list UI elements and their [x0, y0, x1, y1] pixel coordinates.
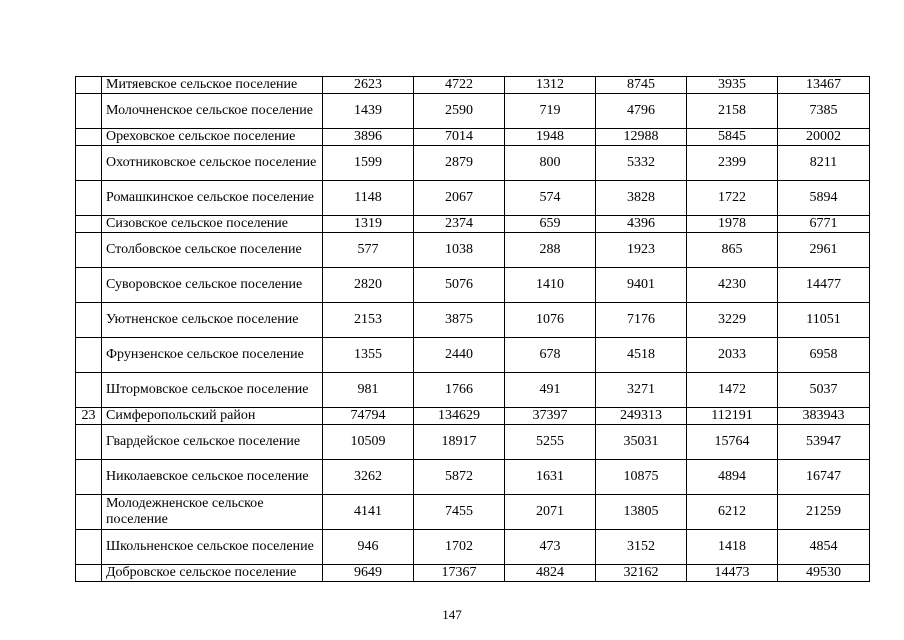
- table-row: [76, 338, 870, 373]
- value-cell: 4141: [323, 495, 414, 530]
- settlement-name: Фрунзенское сельское поселение: [102, 338, 323, 373]
- row-number: [76, 338, 102, 373]
- value-cell: 3152: [596, 530, 687, 565]
- row-number: [76, 565, 102, 582]
- row-number: [76, 77, 102, 94]
- value-cell: 18917: [414, 425, 505, 460]
- value-cell: 383943: [778, 408, 870, 425]
- value-cell: 21259: [778, 495, 870, 530]
- row-number: 23: [76, 408, 102, 425]
- value-cell: 6771: [778, 216, 870, 233]
- table-row: [76, 268, 870, 303]
- value-cell: 15764: [687, 425, 778, 460]
- value-cell: 1076: [505, 303, 596, 338]
- value-cell: 288: [505, 233, 596, 268]
- value-cell: 865: [687, 233, 778, 268]
- settlement-name: Ромашкинское сельское поселение: [102, 181, 323, 216]
- value-cell: 4824: [505, 565, 596, 582]
- settlement-name: Митяевское сельское поселение: [102, 77, 323, 94]
- table-row: [76, 565, 870, 582]
- value-cell: 14473: [687, 565, 778, 582]
- settlement-name: Гвардейское сельское поселение: [102, 425, 323, 460]
- value-cell: 4230: [687, 268, 778, 303]
- value-cell: 249313: [596, 408, 687, 425]
- row-number: [76, 268, 102, 303]
- value-cell: 1978: [687, 216, 778, 233]
- value-cell: 2879: [414, 146, 505, 181]
- settlement-name: Уютненское сельское поселение: [102, 303, 323, 338]
- value-cell: 4894: [687, 460, 778, 495]
- value-cell: 12988: [596, 129, 687, 146]
- value-cell: 659: [505, 216, 596, 233]
- value-cell: 9649: [323, 565, 414, 582]
- value-cell: 1766: [414, 373, 505, 408]
- value-cell: 32162: [596, 565, 687, 582]
- value-cell: 6958: [778, 338, 870, 373]
- row-number: [76, 181, 102, 216]
- value-cell: 2961: [778, 233, 870, 268]
- value-cell: 2623: [323, 77, 414, 94]
- row-number: [76, 216, 102, 233]
- value-cell: 1472: [687, 373, 778, 408]
- value-cell: 2158: [687, 94, 778, 129]
- table-row: [76, 495, 870, 530]
- value-cell: 1702: [414, 530, 505, 565]
- value-cell: 2374: [414, 216, 505, 233]
- value-cell: 17367: [414, 565, 505, 582]
- table-row: [76, 425, 870, 460]
- value-cell: 1148: [323, 181, 414, 216]
- value-cell: 1355: [323, 338, 414, 373]
- settlement-name: Суворовское сельское поселение: [102, 268, 323, 303]
- table-row: [76, 94, 870, 129]
- value-cell: 2399: [687, 146, 778, 181]
- value-cell: 1599: [323, 146, 414, 181]
- settlements-table: [75, 76, 870, 582]
- value-cell: 3229: [687, 303, 778, 338]
- value-cell: 4396: [596, 216, 687, 233]
- settlement-name: Ореховское сельское поселение: [102, 129, 323, 146]
- value-cell: 4722: [414, 77, 505, 94]
- value-cell: 14477: [778, 268, 870, 303]
- value-cell: 4796: [596, 94, 687, 129]
- value-cell: 134629: [414, 408, 505, 425]
- value-cell: 3896: [323, 129, 414, 146]
- value-cell: 16747: [778, 460, 870, 495]
- value-cell: 8745: [596, 77, 687, 94]
- value-cell: 1948: [505, 129, 596, 146]
- row-number: [76, 233, 102, 268]
- settlement-name: Штормовское сельское поселение: [102, 373, 323, 408]
- row-number: [76, 94, 102, 129]
- value-cell: 5894: [778, 181, 870, 216]
- value-cell: 2071: [505, 495, 596, 530]
- settlement-name: Охотниковское сельское поселение: [102, 146, 323, 181]
- value-cell: 574: [505, 181, 596, 216]
- value-cell: 2440: [414, 338, 505, 373]
- settlement-name: Молодежненское сельское поселение: [102, 495, 323, 530]
- value-cell: 7014: [414, 129, 505, 146]
- table-row: [76, 233, 870, 268]
- value-cell: 10509: [323, 425, 414, 460]
- table-row: [76, 181, 870, 216]
- settlement-name: Столбовское сельское поселение: [102, 233, 323, 268]
- value-cell: 4518: [596, 338, 687, 373]
- value-cell: 678: [505, 338, 596, 373]
- value-cell: 946: [323, 530, 414, 565]
- row-number: [76, 425, 102, 460]
- value-cell: 5332: [596, 146, 687, 181]
- value-cell: 8211: [778, 146, 870, 181]
- table-row: [76, 460, 870, 495]
- row-number: [76, 146, 102, 181]
- value-cell: 49530: [778, 565, 870, 582]
- table-row: [76, 303, 870, 338]
- value-cell: 981: [323, 373, 414, 408]
- row-number: [76, 373, 102, 408]
- value-cell: 719: [505, 94, 596, 129]
- settlement-name: Молочненское сельское поселение: [102, 94, 323, 129]
- settlement-name: Школьненское сельское поселение: [102, 530, 323, 565]
- value-cell: 74794: [323, 408, 414, 425]
- value-cell: 1410: [505, 268, 596, 303]
- value-cell: 11051: [778, 303, 870, 338]
- page-number: 147: [442, 607, 462, 622]
- value-cell: 1418: [687, 530, 778, 565]
- value-cell: 13467: [778, 77, 870, 94]
- value-cell: 5872: [414, 460, 505, 495]
- table-row: [76, 216, 870, 233]
- table-row: [76, 373, 870, 408]
- value-cell: 3271: [596, 373, 687, 408]
- value-cell: 10875: [596, 460, 687, 495]
- table-row: [76, 146, 870, 181]
- value-cell: 2820: [323, 268, 414, 303]
- table-row: [76, 530, 870, 565]
- value-cell: 112191: [687, 408, 778, 425]
- value-cell: 5076: [414, 268, 505, 303]
- value-cell: 7385: [778, 94, 870, 129]
- value-cell: 2033: [687, 338, 778, 373]
- value-cell: 1312: [505, 77, 596, 94]
- value-cell: 4854: [778, 530, 870, 565]
- value-cell: 5255: [505, 425, 596, 460]
- value-cell: 5037: [778, 373, 870, 408]
- value-cell: 3828: [596, 181, 687, 216]
- settlement-name: Добровское сельское поселение: [102, 565, 323, 582]
- table-body: [76, 77, 870, 582]
- value-cell: 1631: [505, 460, 596, 495]
- row-number: [76, 129, 102, 146]
- value-cell: 2153: [323, 303, 414, 338]
- table-row: [76, 129, 870, 146]
- value-cell: 7176: [596, 303, 687, 338]
- value-cell: 5845: [687, 129, 778, 146]
- value-cell: 473: [505, 530, 596, 565]
- value-cell: 1923: [596, 233, 687, 268]
- table-row: [76, 408, 870, 425]
- value-cell: 1038: [414, 233, 505, 268]
- row-number: [76, 303, 102, 338]
- row-number: [76, 530, 102, 565]
- value-cell: 1439: [323, 94, 414, 129]
- value-cell: 800: [505, 146, 596, 181]
- value-cell: 1319: [323, 216, 414, 233]
- settlement-name: Сизовское сельское поселение: [102, 216, 323, 233]
- value-cell: 2590: [414, 94, 505, 129]
- settlement-name: Николаевское сельское поселение: [102, 460, 323, 495]
- value-cell: 491: [505, 373, 596, 408]
- row-number: [76, 495, 102, 530]
- value-cell: 3875: [414, 303, 505, 338]
- value-cell: 577: [323, 233, 414, 268]
- value-cell: 7455: [414, 495, 505, 530]
- value-cell: 6212: [687, 495, 778, 530]
- value-cell: 9401: [596, 268, 687, 303]
- table-row: [76, 77, 870, 94]
- value-cell: 1722: [687, 181, 778, 216]
- value-cell: 53947: [778, 425, 870, 460]
- value-cell: 37397: [505, 408, 596, 425]
- value-cell: 20002: [778, 129, 870, 146]
- value-cell: 3935: [687, 77, 778, 94]
- row-number: [76, 460, 102, 495]
- value-cell: 2067: [414, 181, 505, 216]
- value-cell: 35031: [596, 425, 687, 460]
- value-cell: 13805: [596, 495, 687, 530]
- value-cell: 3262: [323, 460, 414, 495]
- settlement-name: Симферопольский район: [102, 408, 323, 425]
